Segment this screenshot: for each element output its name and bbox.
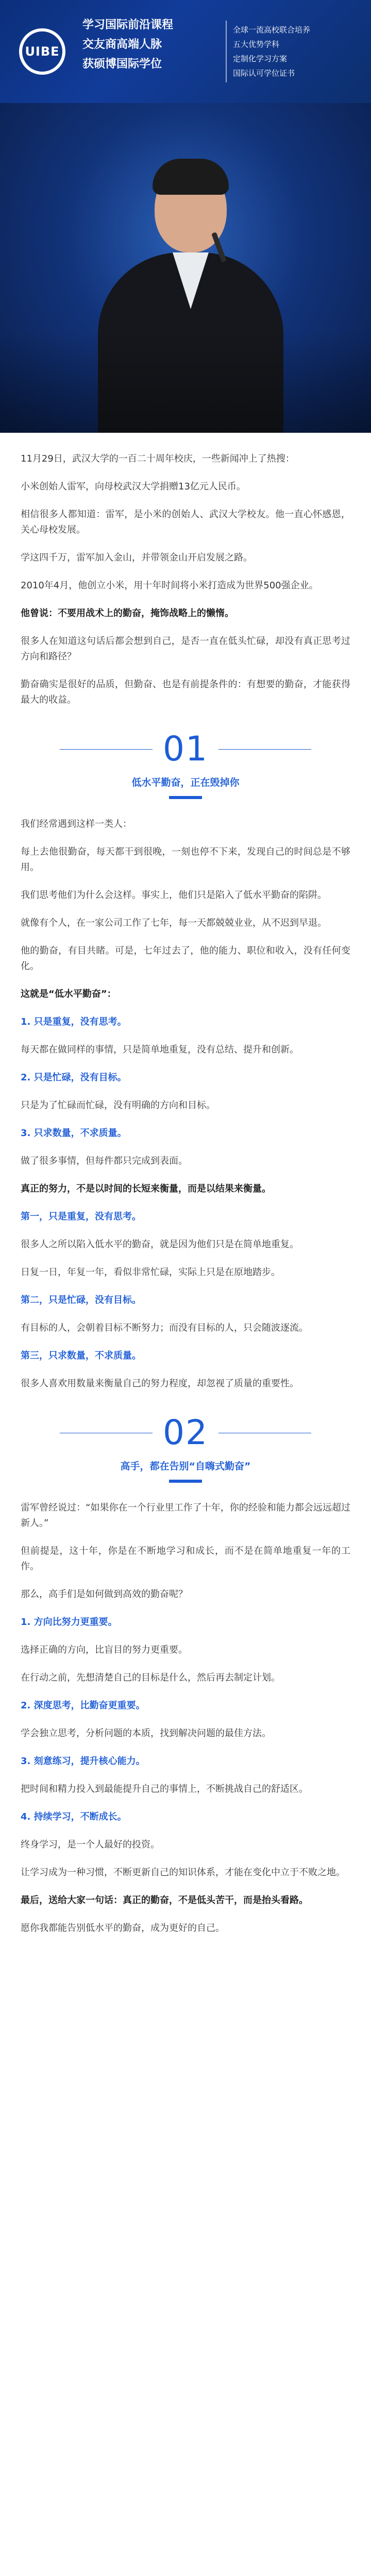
paragraph: 终身学习，是一个人最好的投资。	[21, 1839, 160, 1850]
list-heading: 1. 方向比努力更重要。	[21, 1617, 117, 1628]
paragraph: 把时间和精力投入到最能提升自己的事情上，不断挑战自己的舒适区。	[21, 1784, 308, 1794]
list-heading: 1. 只是重复，没有思考。	[21, 1016, 127, 1027]
paragraph: 学会独立思考，分析问题的本质，找到解决问题的最佳方法。	[21, 1728, 271, 1739]
banner-line: 交友商高端人脉	[82, 38, 162, 51]
paragraph: 很多人之所以陷入低水平的勤奋，就是因为他们只是在简单地重复。	[21, 1239, 299, 1250]
paragraph: 很多人喜欢用数量来衡量自己的努力程度，却忽视了质量的重要性。	[21, 1378, 299, 1389]
paragraph: 在行动之前，先想清楚自己的目标是什么，然后再去制定计划。	[21, 1672, 280, 1683]
paragraph: 但前提是，这十年，你是在不断地学习和成长，而不是在简单地重复一年的工作。	[21, 1546, 350, 1572]
paragraph: 勤奋确实是很好的品质，但勤奋、也是有前提条件的：有想要的勤奋，才能获得最大的收益。	[21, 679, 350, 705]
article-body	[0, 451, 371, 1936]
logo-text: UIBE	[25, 44, 60, 59]
paragraph: 做了很多事情，但每件都只完成到表面。	[21, 1156, 188, 1166]
paragraph: 很多人在知道这句话后都会想到自己，是否一直在低头忙碌，却没有真正思考过方向和路径？	[21, 636, 350, 662]
list-heading: 4. 持续学习，不断成长。	[21, 1811, 127, 1822]
list-heading: 第一，只是重复，没有思考。	[21, 1211, 141, 1222]
section-title: 高手，都在告别“自嗨式勤奋”	[120, 1461, 251, 1472]
section-number-row	[21, 728, 350, 770]
section-header-02	[21, 1412, 350, 1483]
paragraph: 我们经常遇到这样一类人：	[21, 819, 132, 829]
speaker-hair	[153, 159, 229, 195]
hero-photo	[0, 103, 371, 433]
banner-divider	[226, 21, 227, 82]
list-heading: 3. 只求数量，不求质量。	[21, 1128, 127, 1139]
stage-shadow	[0, 330, 371, 433]
section-number: 01	[163, 729, 208, 769]
paragraph: 每上去他很勤奋，每天都干到很晚，一刻也停不下来，发现自己的时间总是不够用。	[21, 846, 350, 873]
paragraph-emphasis: 最后，送给大家一句话：真正的勤奋，不是低头苦干，而是抬头看路。	[21, 1895, 308, 1906]
paragraph: 选择正确的方向，比盲目的努力更重要。	[21, 1645, 188, 1655]
banner-feature: 国际认可学位证书	[233, 69, 295, 78]
paragraph-emphasis: 他曾说：不要用战术上的勤奋，掩饰战略上的懒惰。	[21, 608, 234, 619]
section-number-row	[21, 1412, 350, 1453]
paragraph: 小米创始人雷军，向母校武汉大学捐赠13亿元人民币。	[21, 481, 246, 492]
section-underline	[169, 1480, 202, 1483]
banner-features	[233, 23, 362, 80]
paragraph: 2010年4月，他创立小米，用十年时间将小米打造成为世界500强企业。	[21, 580, 318, 591]
paragraph-emphasis: 这就是“低水平勤奋”：	[21, 989, 116, 999]
header-banner	[0, 0, 371, 103]
paragraph: 我们思考他们为什么会这样。事实上，他们只是陷入了低水平勤奋的陷阱。	[21, 890, 327, 901]
banner-feature: 定制化学习方案	[233, 54, 288, 63]
paragraph: 只是为了忙碌而忙碌，没有明确的方向和目标。	[21, 1100, 215, 1111]
paragraph-emphasis: 真正的努力，不是以时间的长短来衡量，而是以结果来衡量。	[21, 1183, 271, 1194]
paragraph: 有目标的人，会朝着目标不断努力；而没有目标的人，只会随波逐流。	[21, 1323, 308, 1333]
paragraph: 他的勤奋，有目共睹。可是，七年过去了，他的能力、职位和收入，没有任何变化。	[21, 945, 350, 972]
paragraph: 就像有个人，在一家公司工作了七年，每一天都兢兢业业，从不迟到早退。	[21, 918, 327, 928]
banner-feature: 五大优势学科	[233, 40, 280, 49]
section-number: 02	[163, 1413, 208, 1452]
paragraph: 愿你我都能告别低水平的勤奋，成为更好的自己。	[21, 1923, 225, 1934]
section-title: 低水平勤奋，正在毁掉你	[131, 777, 240, 788]
list-heading: 3. 刻意练习，提升核心能力。	[21, 1756, 145, 1767]
list-heading: 2. 只是忙碌，没有目标。	[21, 1072, 127, 1083]
paragraph: 日复一日，年复一年，看似非常忙碌，实际上只是在原地踏步。	[21, 1267, 280, 1278]
list-heading: 2. 深度思考，比勤奋更重要。	[21, 1700, 145, 1711]
section-rule-right	[218, 749, 311, 750]
paragraph: 让学习成为一种习惯，不断更新自己的知识体系，才能在变化中立于不败之地。	[21, 1867, 345, 1878]
logo	[11, 21, 73, 82]
section-rule-left	[60, 749, 153, 750]
banner-line: 学习国际前沿课程	[82, 19, 174, 31]
banner-slogan	[82, 15, 216, 74]
paragraph: 雷军曾经说过：“如果你在一个行业里工作了十年，你的经验和能力都会远远超过新人。”	[21, 1502, 350, 1529]
section-header-01	[21, 728, 350, 799]
logo-ring	[19, 28, 65, 75]
paragraph: 那么，高手们是如何做到高效的勤奋呢？	[21, 1589, 188, 1600]
section-underline	[169, 796, 202, 799]
list-heading: 第二，只是忙碌，没有目标。	[21, 1295, 141, 1306]
banner-line: 获硕博国际学位	[82, 58, 162, 71]
paragraph: 每天都在做同样的事情，只是简单地重复，没有总结、提升和创新。	[21, 1044, 299, 1055]
paragraph: 相信很多人都知道：雷军，是小米的创始人、武汉大学校友。他一直心怀感恩，关心母校发展。	[21, 509, 350, 535]
paragraph: 11月29日，武汉大学的一百二十周年校庆，一些新闻冲上了热搜：	[21, 453, 295, 464]
paragraph: 学这四千万，雷军加入金山，并带领金山开启发展之路。	[21, 552, 252, 563]
list-heading: 第三，只求数量，不求质量。	[21, 1350, 141, 1361]
banner-feature: 全球一流高校联合培养	[233, 25, 311, 35]
